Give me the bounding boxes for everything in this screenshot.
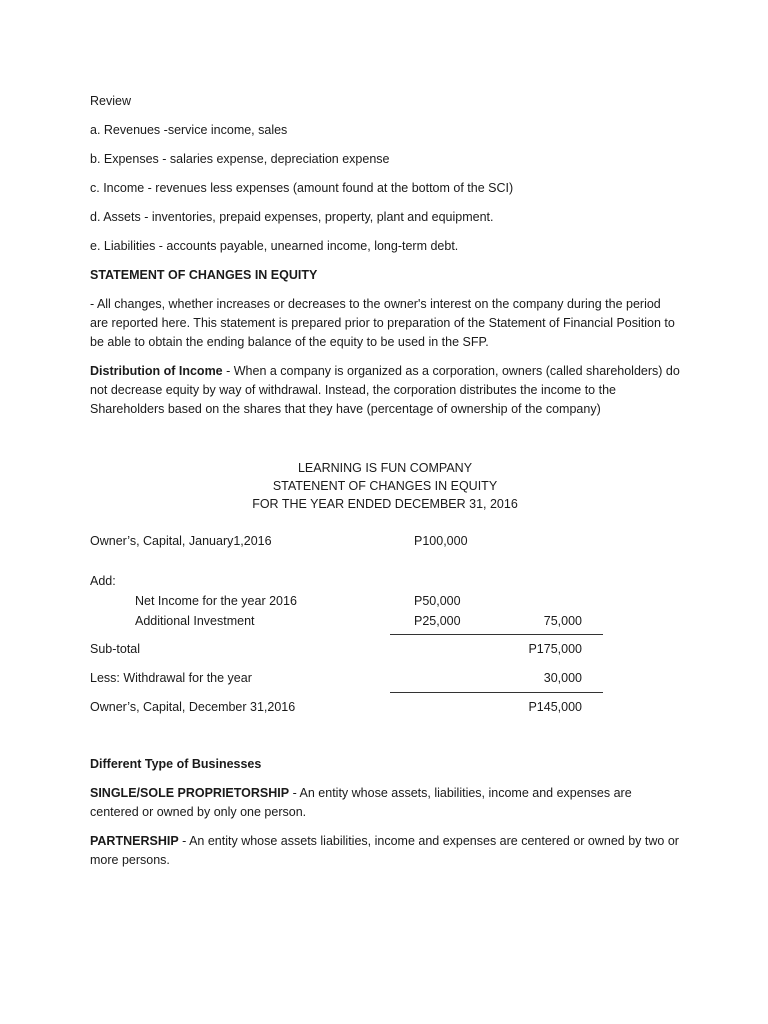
review-item-c: c. Income - revenues less expenses (amount found at the bottom of the SCI) [90,181,514,195]
investment-label: Additional Investment [135,614,255,628]
net-income-value: P50,000 [414,594,461,608]
withdrawal-label: Less: Withdrawal for the year [90,671,252,685]
net-income-label: Net Income for the year 2016 [135,594,297,608]
divider-line [390,634,603,635]
add-label: Add: [90,574,116,588]
sole-text: - An entity whose assets, liabilities, income and expenses are centered or owned by only one person. [90,786,632,819]
sole-term: SINGLE/SOLE PROPRIETORSHIP [90,786,290,800]
statement-title: STATENENT OF CHANGES IN EQUITY [272,479,498,493]
partnership-paragraph [90,832,680,870]
statement-header [90,459,680,513]
investment-value: P25,000 [414,614,461,628]
review-item-e: e. Liabilities - accounts payable, unearned income, long-term debt. [90,239,459,253]
review-item-a: a. Revenues -service income, sales [90,123,288,137]
review-title: Review [90,94,131,108]
subtotal-row [90,639,610,659]
rule-wrap-1 [90,631,610,639]
divider-line [390,692,603,693]
equity-statement-table [90,531,610,717]
add-row [90,571,610,591]
distribution-term: Distribution of Income [90,364,223,378]
sole-proprietorship-paragraph [90,784,680,822]
closing-value: P145,000 [528,700,582,714]
opening-row [90,531,610,551]
distribution-text: - When a company is organized as a corporation, owners (called shareholders) do not decrease equity by way of withdrawal. Instead, the corporation distributes the income to the Shareholders based on the shares that they have (percentage of ownership of the company) [90,364,680,416]
subtotal-label: Sub-total [90,642,141,656]
distribution-paragraph [90,362,680,419]
opening-value: P100,000 [414,534,468,548]
withdrawal-row [90,668,610,688]
businesses-heading: Different Type of Businesses [90,757,262,771]
add-total-value: 75,000 [543,614,582,628]
net-income-row [90,591,610,611]
withdrawal-value: 30,000 [543,671,582,685]
soce-heading: STATEMENT OF CHANGES IN EQUITY [90,268,318,282]
soce-description: - All changes, whether increases or decreases to the owner's interest on the company during the period are reported here. This statement is prepared prior to preparation of the Statement of Financial Position to be able to obtain the ending balance of the equity to be used in the SFP. [90,297,675,349]
investment-row [90,611,610,631]
review-item-b: b. Expenses - salaries expense, depreciation expense [90,152,390,166]
statement-company: LEARNING IS FUN COMPANY [297,461,473,475]
rule-wrap-2 [90,688,610,697]
closing-row [90,697,610,717]
spacer-row [90,551,610,571]
document-page [90,92,680,880]
partnership-text: - An entity whose assets liabilities, income and expenses are centered or owned by two or more persons. [90,834,679,867]
closing-label: Owner’s, Capital, December 31,2016 [90,700,296,714]
subtotal-value: P175,000 [528,642,582,656]
partnership-term: PARTNERSHIP [90,834,179,848]
statement-period: FOR THE YEAR ENDED DECEMBER 31, 2016 [252,497,518,511]
opening-label: Owner’s, Capital, January1,2016 [90,534,272,548]
review-item-d: d. Assets - inventories, prepaid expenses, property, plant and equipment. [90,210,494,224]
